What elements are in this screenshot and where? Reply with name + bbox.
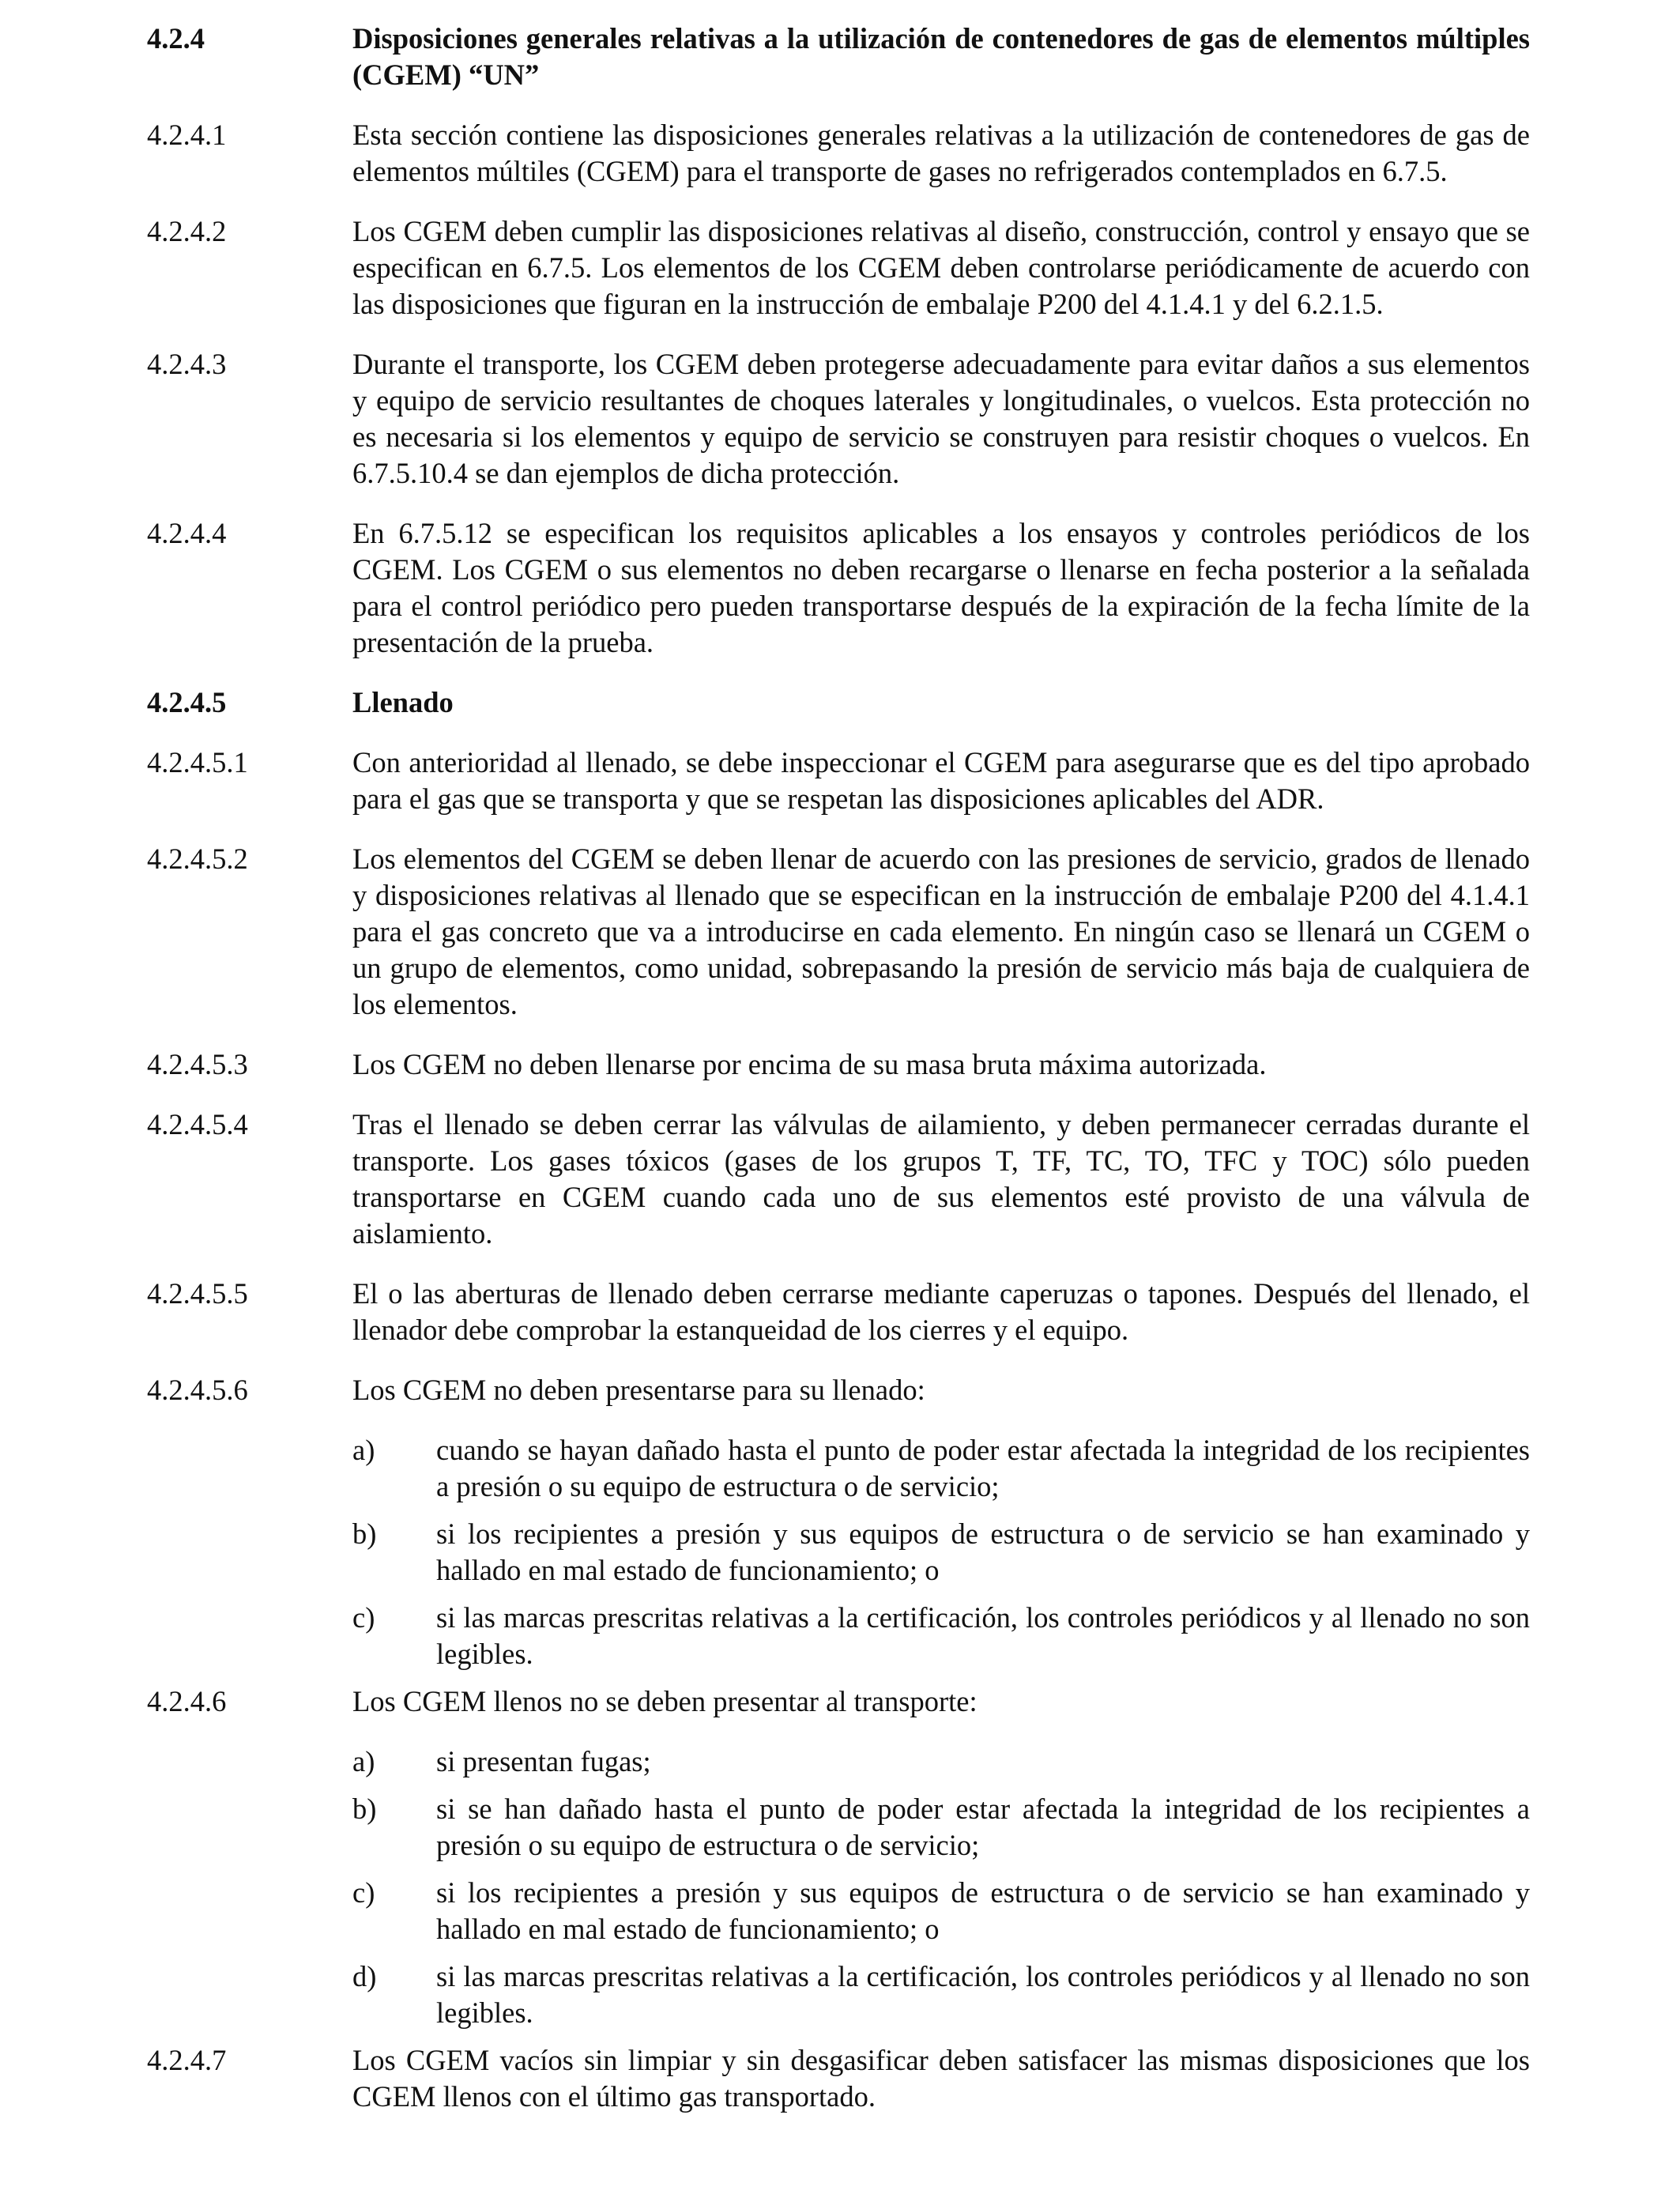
list-item bbox=[352, 1432, 1530, 1505]
list-item bbox=[352, 1791, 1530, 1864]
list-item-text: si los recipientes a presión y sus equipos de estructura o de servicio se han examinado y hallado en mal estado de funcionamiento; o bbox=[436, 1876, 1530, 1945]
list-item-text: si las marcas prescritas relativas a la certificación, los controles periódicos y al llenado no son legibles. bbox=[436, 1960, 1530, 2029]
paragraph-number: 4.2.4.5.4 bbox=[147, 1108, 248, 1140]
list-item bbox=[352, 1516, 1530, 1589]
paragraph-number: 4.2.4.1 bbox=[147, 119, 227, 151]
paragraph-number: 4.2.4.5.2 bbox=[147, 843, 248, 875]
list-item bbox=[352, 1958, 1530, 2031]
paragraph-number: 4.2.4.6 bbox=[147, 1685, 227, 1717]
paragraph-4-2-4-5-2 bbox=[147, 841, 1530, 1023]
paragraph-text: Los CGEM no deben llenarse por encima de su masa bruta máxima autorizada. bbox=[352, 1048, 1267, 1080]
paragraph-text: Los CGEM vacíos sin limpiar y sin desgasificar deben satisfacer las mismas disposiciones que los CGEM llenos con el último gas transportado. bbox=[352, 2044, 1530, 2113]
section-4-2-4-heading bbox=[147, 21, 1530, 93]
paragraph-number: 4.2.4.3 bbox=[147, 348, 227, 380]
paragraph-text: Los elementos del CGEM se deben llenar de acuerdo con las presiones de servicio, grados de llenado y disposiciones relativas al llenado que se especifican en la instrucción de embalaje P200 del 4.1.4.1 para el gas concreto que va a introducirse en cada elemento. En ningún caso se llenará un CGEM o un grupo de elementos, como unidad, sobrepasando la presión de servicio más baja de cualquiera de los elementos. bbox=[352, 843, 1530, 1020]
paragraph-4-2-4-5-1 bbox=[147, 745, 1530, 817]
paragraph-text: En 6.7.5.12 se especifican los requisitos aplicables a los ensayos y controles periódicos de los CGEM. Los CGEM o sus elementos no deben recargarse o llenarse en fecha posterior a la señalada para el control periódico pero pueden transportarse después de la expiración de la fecha límite de la presentación de la prueba. bbox=[352, 517, 1530, 658]
paragraph-number: 4.2.4.5.1 bbox=[147, 746, 248, 778]
paragraph-4-2-4-2 bbox=[147, 213, 1530, 322]
paragraph-number: 4.2.4.2 bbox=[147, 215, 227, 247]
list-item-text: si se han dañado hasta el punto de poder estar afectada la integridad de los recipientes a presión o su equipo de estructura o de servicio; bbox=[436, 1793, 1530, 1861]
section-4-2-4-5-heading bbox=[147, 684, 1530, 721]
paragraph-4-2-4-5-3 bbox=[147, 1046, 1530, 1083]
list-item-letter: c) bbox=[352, 1876, 375, 1909]
list-item-letter: b) bbox=[352, 1517, 377, 1550]
paragraph-number: 4.2.4.5.5 bbox=[147, 1277, 248, 1310]
paragraph-4-2-4-6 bbox=[147, 1683, 1530, 1720]
paragraph-text: Los CGEM deben cumplir las disposiciones relativas al diseño, construcción, control y ensayo que se especifican en 6.7.5. Los elementos de los CGEM deben controlarse periódicamente de acuerdo con las disposiciones que figuran en la instrucción de embalaje P200 del 4.1.4.1 y del 6.2.1.5. bbox=[352, 215, 1530, 320]
list-item-letter: c) bbox=[352, 1601, 375, 1634]
section-heading-text: Llenado bbox=[352, 686, 454, 718]
paragraph-text: Los CGEM llenos no se deben presentar al transporte: bbox=[352, 1685, 977, 1717]
paragraph-text: El o las aberturas de llenado deben cerrarse mediante caperuzas o tapones. Después del llenado, el llenador debe comprobar la estanqueidad de los cierres y el equipo. bbox=[352, 1277, 1530, 1346]
paragraph-text: Con anterioridad al llenado, se debe inspeccionar el CGEM para asegurarse que es del tipo aprobado para el gas que se transporta y que se respetan las disposiciones aplicables del ADR. bbox=[352, 746, 1530, 815]
paragraph-4-2-4-7 bbox=[147, 2042, 1530, 2115]
list-item-letter: d) bbox=[352, 1960, 377, 1992]
paragraph-4-2-4-5-6 bbox=[147, 1372, 1530, 1408]
paragraph-text: Los CGEM no deben presentarse para su llenado: bbox=[352, 1374, 925, 1406]
section-heading-text: Disposiciones generales relativas a la utilización de contenedores de gas de elementos múltiples (CGEM) “UN” bbox=[352, 22, 1530, 91]
paragraph-number: 4.2.4.7 bbox=[147, 2044, 227, 2076]
list-item-text: si presentan fugas; bbox=[436, 1745, 651, 1777]
paragraph-number: 4.2.4.5.6 bbox=[147, 1374, 248, 1406]
section-number: 4.2.4.5 bbox=[147, 686, 227, 718]
paragraph-number: 4.2.4.4 bbox=[147, 517, 227, 549]
list-item bbox=[352, 1744, 1530, 1780]
paragraph-text: Tras el llenado se deben cerrar las válvulas de ailamiento, y deben permanecer cerradas durante el transporte. Los gases tóxicos (gases de los grupos T, TF, TC, TO, TFC y TOC) sólo pueden transportarse en CGEM cuando cada uno de sus elementos esté provisto de una válvula de aislamiento. bbox=[352, 1108, 1530, 1250]
list-item bbox=[352, 1600, 1530, 1672]
paragraph-4-2-4-1 bbox=[147, 117, 1530, 190]
list-item-letter: a) bbox=[352, 1745, 375, 1777]
paragraph-4-2-4-4 bbox=[147, 515, 1530, 661]
section-number: 4.2.4 bbox=[147, 22, 205, 55]
list-item-text: si los recipientes a presión y sus equipos de estructura o de servicio se han examinado y hallado en mal estado de funcionamiento; o bbox=[436, 1517, 1530, 1586]
list-item-letter: b) bbox=[352, 1793, 377, 1825]
paragraph-4-2-4-3 bbox=[147, 346, 1530, 492]
list-item bbox=[352, 1875, 1530, 1947]
list-item-letter: a) bbox=[352, 1434, 375, 1466]
list-item-text: si las marcas prescritas relativas a la certificación, los controles periódicos y al llenado no son legibles. bbox=[436, 1601, 1530, 1670]
paragraph-text: Durante el transporte, los CGEM deben protegerse adecuadamente para evitar daños a sus elementos y equipo de servicio resultantes de choques laterales y longitudinales, o vuelcos. Esta protección no es necesaria si los elementos y equipo de servicio se construyen para resistir choques o vuelcos. En 6.7.5.10.4 se dan ejemplos de dicha protección. bbox=[352, 348, 1530, 489]
paragraph-4-2-4-5-5 bbox=[147, 1276, 1530, 1348]
paragraph-text: Esta sección contiene las disposiciones generales relativas a la utilización de contenedores de gas de elementos múltiles (CGEM) para el transporte de gases no refrigerados contemplados en 6.7.5. bbox=[352, 119, 1530, 187]
paragraph-number: 4.2.4.5.3 bbox=[147, 1048, 248, 1080]
list-item-text: cuando se hayan dañado hasta el punto de poder estar afectada la integridad de los recipientes a presión o su equipo de estructura o de servicio; bbox=[436, 1434, 1530, 1502]
paragraph-4-2-4-5-4 bbox=[147, 1106, 1530, 1252]
